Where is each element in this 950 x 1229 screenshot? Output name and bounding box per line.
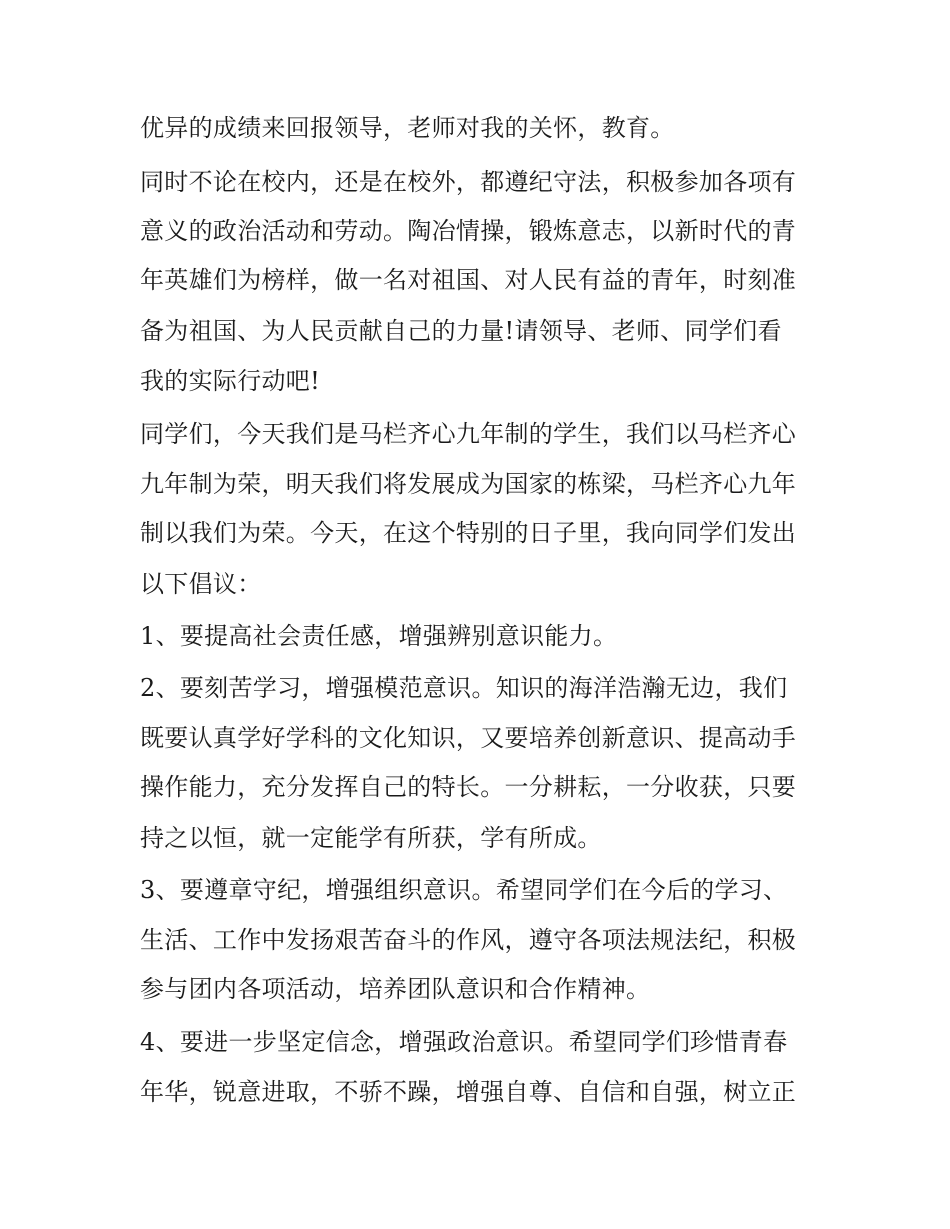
text-line: 操作能力，充分发挥自己的特长。一分耕耘，一分收获，只要 xyxy=(140,773,797,801)
text-line: 既要认真学好学科的文化知识，又要培养创新意识、提高动手 xyxy=(140,724,797,752)
text-line: 参与团内各项活动，培养团队意识和合作精神。 xyxy=(140,975,651,1003)
text-line: 年英雄们为榜样，做一名对祖国、对人民有益的青年，时刻准 xyxy=(140,266,797,294)
text-line: 生活、工作中发扬艰苦奋斗的作风，遵守各项法规法纪，积极 xyxy=(140,926,797,954)
text-line: 持之以恒，就一定能学有所获，学有所成。 xyxy=(140,824,602,852)
text-line: 优异的成绩来回报领导，老师对我的关怀，教育。 xyxy=(140,114,675,142)
text-line: 同时不论在校内，还是在校外，都遵纪守法，积极参加各项有 xyxy=(140,168,797,196)
text-line: 我的实际行动吧! xyxy=(140,367,321,395)
text-line: 4、要进一步坚定信念，增强政治意识。希望同学们珍惜青春 xyxy=(140,1028,788,1056)
text-line: 备为祖国、为人民贡献自己的力量!请领导、老师、同学们看 xyxy=(140,317,782,345)
text-line: 年华，锐意进取，不骄不躁，增强自尊、自信和自强，树立正 xyxy=(140,1078,797,1106)
text-line: 九年制为荣，明天我们将发展成为国家的栋梁，马栏齐心九年 xyxy=(140,470,797,498)
text-line: 同学们，今天我们是马栏齐心九年制的学生，我们以马栏齐心 xyxy=(140,420,797,448)
text-line: 意义的政治活动和劳动。陶冶情操，锻炼意志，以新时代的青 xyxy=(140,217,797,245)
text-line: 1、要提高社会责任感，增强辨别意识能力。 xyxy=(140,622,618,650)
text-line: 以下倡议： xyxy=(140,570,262,598)
text-line: 2、要刻苦学习，增强模范意识。知识的海洋浩瀚无边，我们 xyxy=(140,674,788,702)
text-line: 制以我们为荣。今天，在这个特别的日子里，我向同学们发出 xyxy=(140,519,797,547)
text-line: 3、要遵章守纪，增强组织意识。希望同学们在今后的学习、 xyxy=(140,876,788,904)
